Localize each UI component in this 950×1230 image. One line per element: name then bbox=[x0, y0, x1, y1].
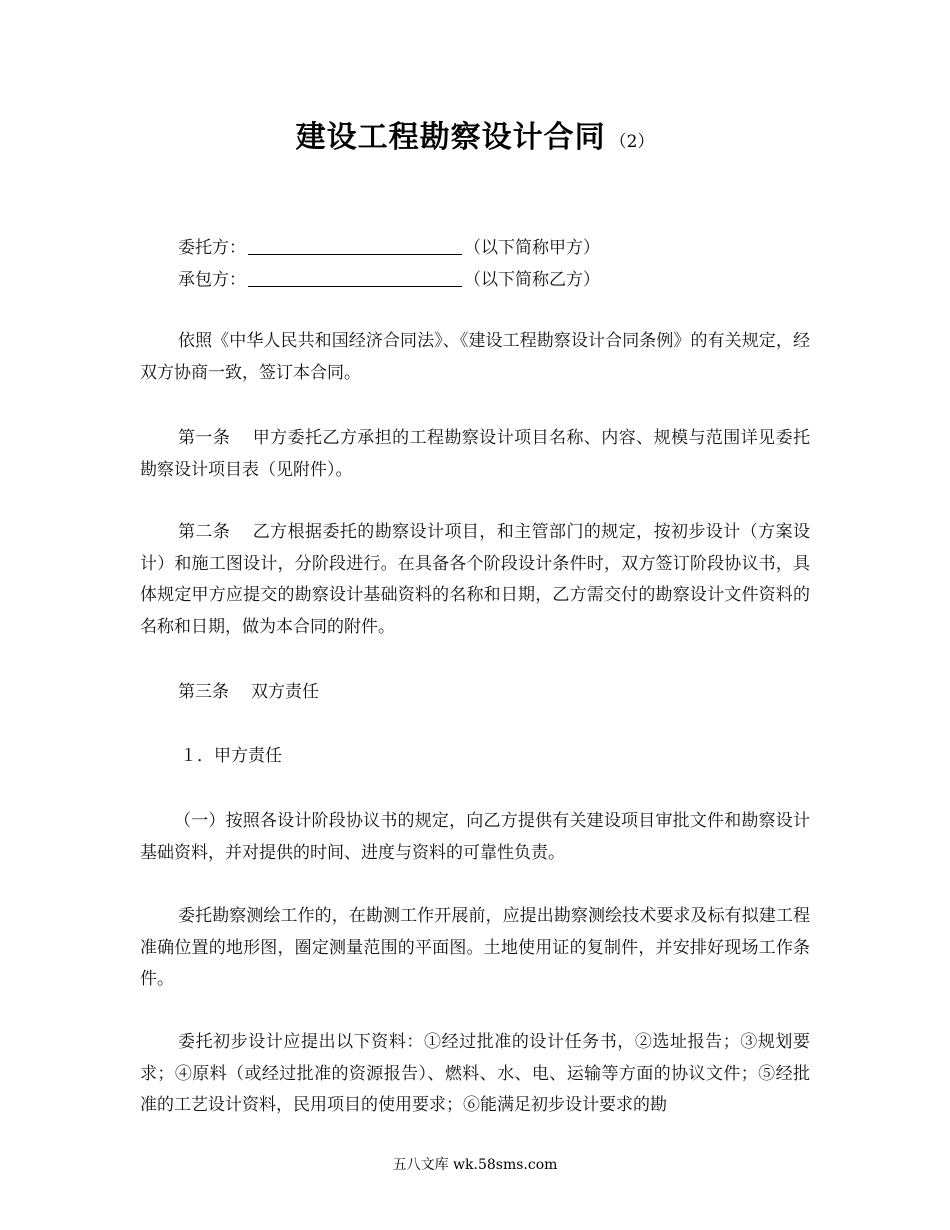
footer-watermark: 五八文库 wk.58sms.com bbox=[392, 1157, 558, 1173]
party-client-label: 委托方： bbox=[178, 238, 246, 258]
design-paragraph: 委托初步设计应提出以下资料：①经过批准的设计任务书，②选址报告；③规划要求；④原料（或经过批准的资源报告）、燃料、水、电、运输等方面的协议文件；⑤经批准的工艺设计资料，民用项目的使用要求；⑥能满足初步设计要求的勘 bbox=[140, 1032, 810, 1115]
party-contractor-label: 承包方： bbox=[178, 270, 246, 290]
article-3-text: 双方责任 bbox=[251, 682, 319, 702]
party-contractor-blank[interactable] bbox=[248, 266, 462, 287]
party-contractor-line bbox=[178, 266, 600, 292]
article-2-label: 第二条 bbox=[178, 522, 231, 542]
article-1-paragraph bbox=[140, 423, 810, 486]
party-client-line bbox=[178, 234, 600, 260]
party-client-note: （以下简称甲方） bbox=[464, 238, 600, 258]
item-1-paragraph: （一）按照各设计阶段协议书的规定，向乙方提供有关建设项目审批文件和勘察设计基础资料，并对提供的时间、进度与资料的可靠性负责。 bbox=[140, 811, 810, 863]
survey-paragraph: 委托勘察测绘工作的，在勘测工作开展前，应提出勘察测绘技术要求及标有拟建工程准确位置的地形图，圈定测量范围的平面图。土地使用证的复制件，并安排好现场工作条件。 bbox=[140, 906, 810, 989]
party-contractor-note: （以下简称乙方） bbox=[464, 270, 600, 290]
title-suffix: （2） bbox=[609, 132, 655, 152]
title-main: 建设工程勘察设计合同 bbox=[295, 120, 606, 155]
article-3-heading bbox=[178, 677, 319, 708]
party-client-blank[interactable] bbox=[248, 234, 462, 255]
article-1-label: 第一条 bbox=[178, 428, 231, 448]
article-2-paragraph bbox=[140, 517, 810, 643]
article-3-label: 第三条 bbox=[178, 682, 229, 702]
preamble-paragraph: 依照《中华人民共和国经济合同法》、《建设工程勘察设计合同条例》的有关规定，经双方协商一致，签订本合同。 bbox=[140, 331, 810, 383]
section-1-heading: １．甲方责任 bbox=[180, 746, 282, 766]
article-1-text: 甲方委托乙方承担的工程勘察设计项目名称、内容、规模与范围详见委托勘察设计项目表（见附件）。 bbox=[140, 428, 811, 480]
document-title bbox=[0, 112, 950, 156]
article-2-text: 乙方根据委托的勘察设计项目，和主管部门的规定，按初步设计（方案设计）和施工图设计，分阶段进行。在具备各个阶段设计条件时，双方签订阶段协议书，具体规定甲方应提交的勘察设计基础资料的名称和日期，乙方需交付的勘察设计文件资料的名称和日期，做为本合同的附件。 bbox=[140, 522, 811, 637]
